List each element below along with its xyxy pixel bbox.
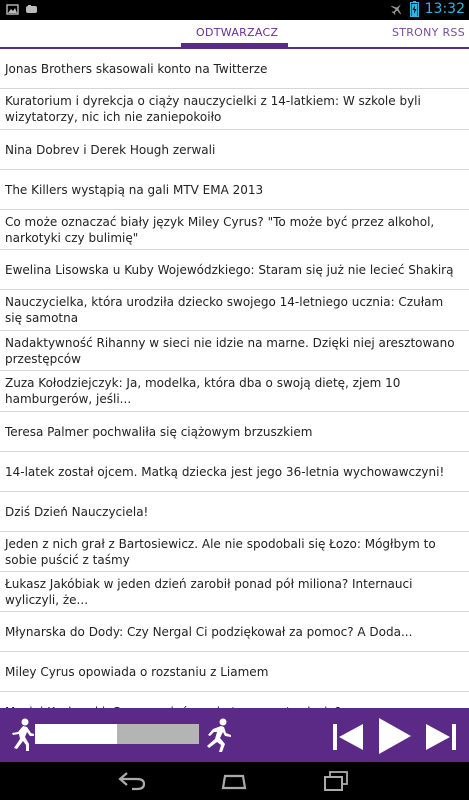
list-item[interactable] <box>0 612 469 652</box>
seek-bar[interactable] <box>35 724 199 744</box>
list-item[interactable] <box>0 130 469 170</box>
list-item[interactable] <box>0 170 469 210</box>
list-item[interactable] <box>0 371 469 412</box>
list-item-title: Co może oznaczać biały język Miley Cyrus? "To może być przez alkohol, narkotyki czy bulimię" <box>5 214 435 245</box>
list-item[interactable] <box>0 210 469 251</box>
gamepad-icon <box>25 3 38 16</box>
tab-selected-indicator <box>181 43 288 47</box>
list-item-title: Ewelina Lisowska u Kuby Wojewódzkiego: Staram się już nie lecieć Shakirą <box>5 263 454 277</box>
tab-player[interactable]: ODTWARZACZ <box>196 26 279 39</box>
list-item[interactable] <box>0 250 469 290</box>
fast-runner-icon[interactable] <box>202 718 232 752</box>
airplane-mode-icon <box>390 2 404 16</box>
next-icon[interactable] <box>424 720 458 754</box>
status-bar <box>0 0 469 20</box>
tab-bar <box>0 20 469 49</box>
recent-apps-icon[interactable] <box>321 770 351 792</box>
list-item-title: 14-latek został ojcem. Matką dziecka jest jego 36-letnia wychowawczyni! <box>5 464 445 479</box>
player-bar <box>0 708 469 762</box>
list-item-title: Nina Dobrev i Derek Hough zerwali <box>5 142 216 157</box>
list-item-title: Łukasz Jakóbiak w jeden dzień zarobił ponad pół miliona? Internauci wyliczyli, że... <box>5 577 413 607</box>
clock: 13:32 <box>424 1 465 17</box>
list-item[interactable] <box>0 492 469 532</box>
back-icon[interactable] <box>117 770 147 792</box>
list-item-title: Zuza Kołodziejczyk: Ja, modelka, która dba o swoją dietę, zjem 10 hamburgerów, jeśli... <box>5 376 401 407</box>
play-icon[interactable] <box>375 716 415 756</box>
list-item[interactable] <box>0 290 469 331</box>
list-item-title: Jonas Brothers skasowali konto na Twitterze <box>5 62 268 76</box>
list-item[interactable] <box>0 49 469 89</box>
list-item[interactable] <box>0 572 469 612</box>
previous-icon[interactable] <box>331 720 365 754</box>
list-item-title: Teresa Palmer pochwaliła się ciążowym brzuszkiem <box>5 424 313 439</box>
tab-rss-sites[interactable]: STRONY RSS <box>391 26 465 39</box>
list-item[interactable] <box>0 652 469 692</box>
list-item[interactable] <box>0 412 469 452</box>
list-item[interactable] <box>0 89 469 130</box>
home-icon[interactable] <box>219 770 249 792</box>
battery-charging-icon <box>410 1 419 17</box>
list-item-title: Nadaktywność Rihanny w sieci nie idzie na marne. Dzięki niej aresztowano przestępców <box>5 335 455 366</box>
list-item-title: The Killers wystąpią na gali MTV EMA 2013 <box>5 182 264 197</box>
list-item-title: Miley Cyrus opowiada o rozstaniu z Liamem <box>5 665 269 679</box>
list-item-title: Dziś Dzień Nauczyciela! <box>5 504 149 519</box>
list-item-title: Nauczycielka, która urodziła dziecko swojego 14-letniego ucznia: Czułam się samotna <box>5 295 444 326</box>
list-item[interactable] <box>0 452 469 492</box>
navigation-bar <box>0 762 469 800</box>
list-item-title: Młynarska do Dody: Czy Nergal Ci podziękował za pomoc? A Doda... <box>5 625 413 639</box>
list-item-title: Kuratorium i dyrekcja o ciąży nauczycielki z 14-latkiem: W szkole byli wizytatorzy, nic ich nie zaniepokoiło <box>5 94 421 125</box>
list-item[interactable] <box>0 532 469 573</box>
slow-runner-icon[interactable] <box>6 718 36 752</box>
buffer-indicator <box>117 724 199 744</box>
picture-icon <box>6 3 19 16</box>
list-item-title: Jeden z nich grał z Bartosiewicz. Ale nie spodobali się Łozo: Mógłbym to sobie puścić z taśmy <box>5 536 436 567</box>
list-item[interactable] <box>0 331 469 372</box>
news-list[interactable] <box>0 49 469 708</box>
